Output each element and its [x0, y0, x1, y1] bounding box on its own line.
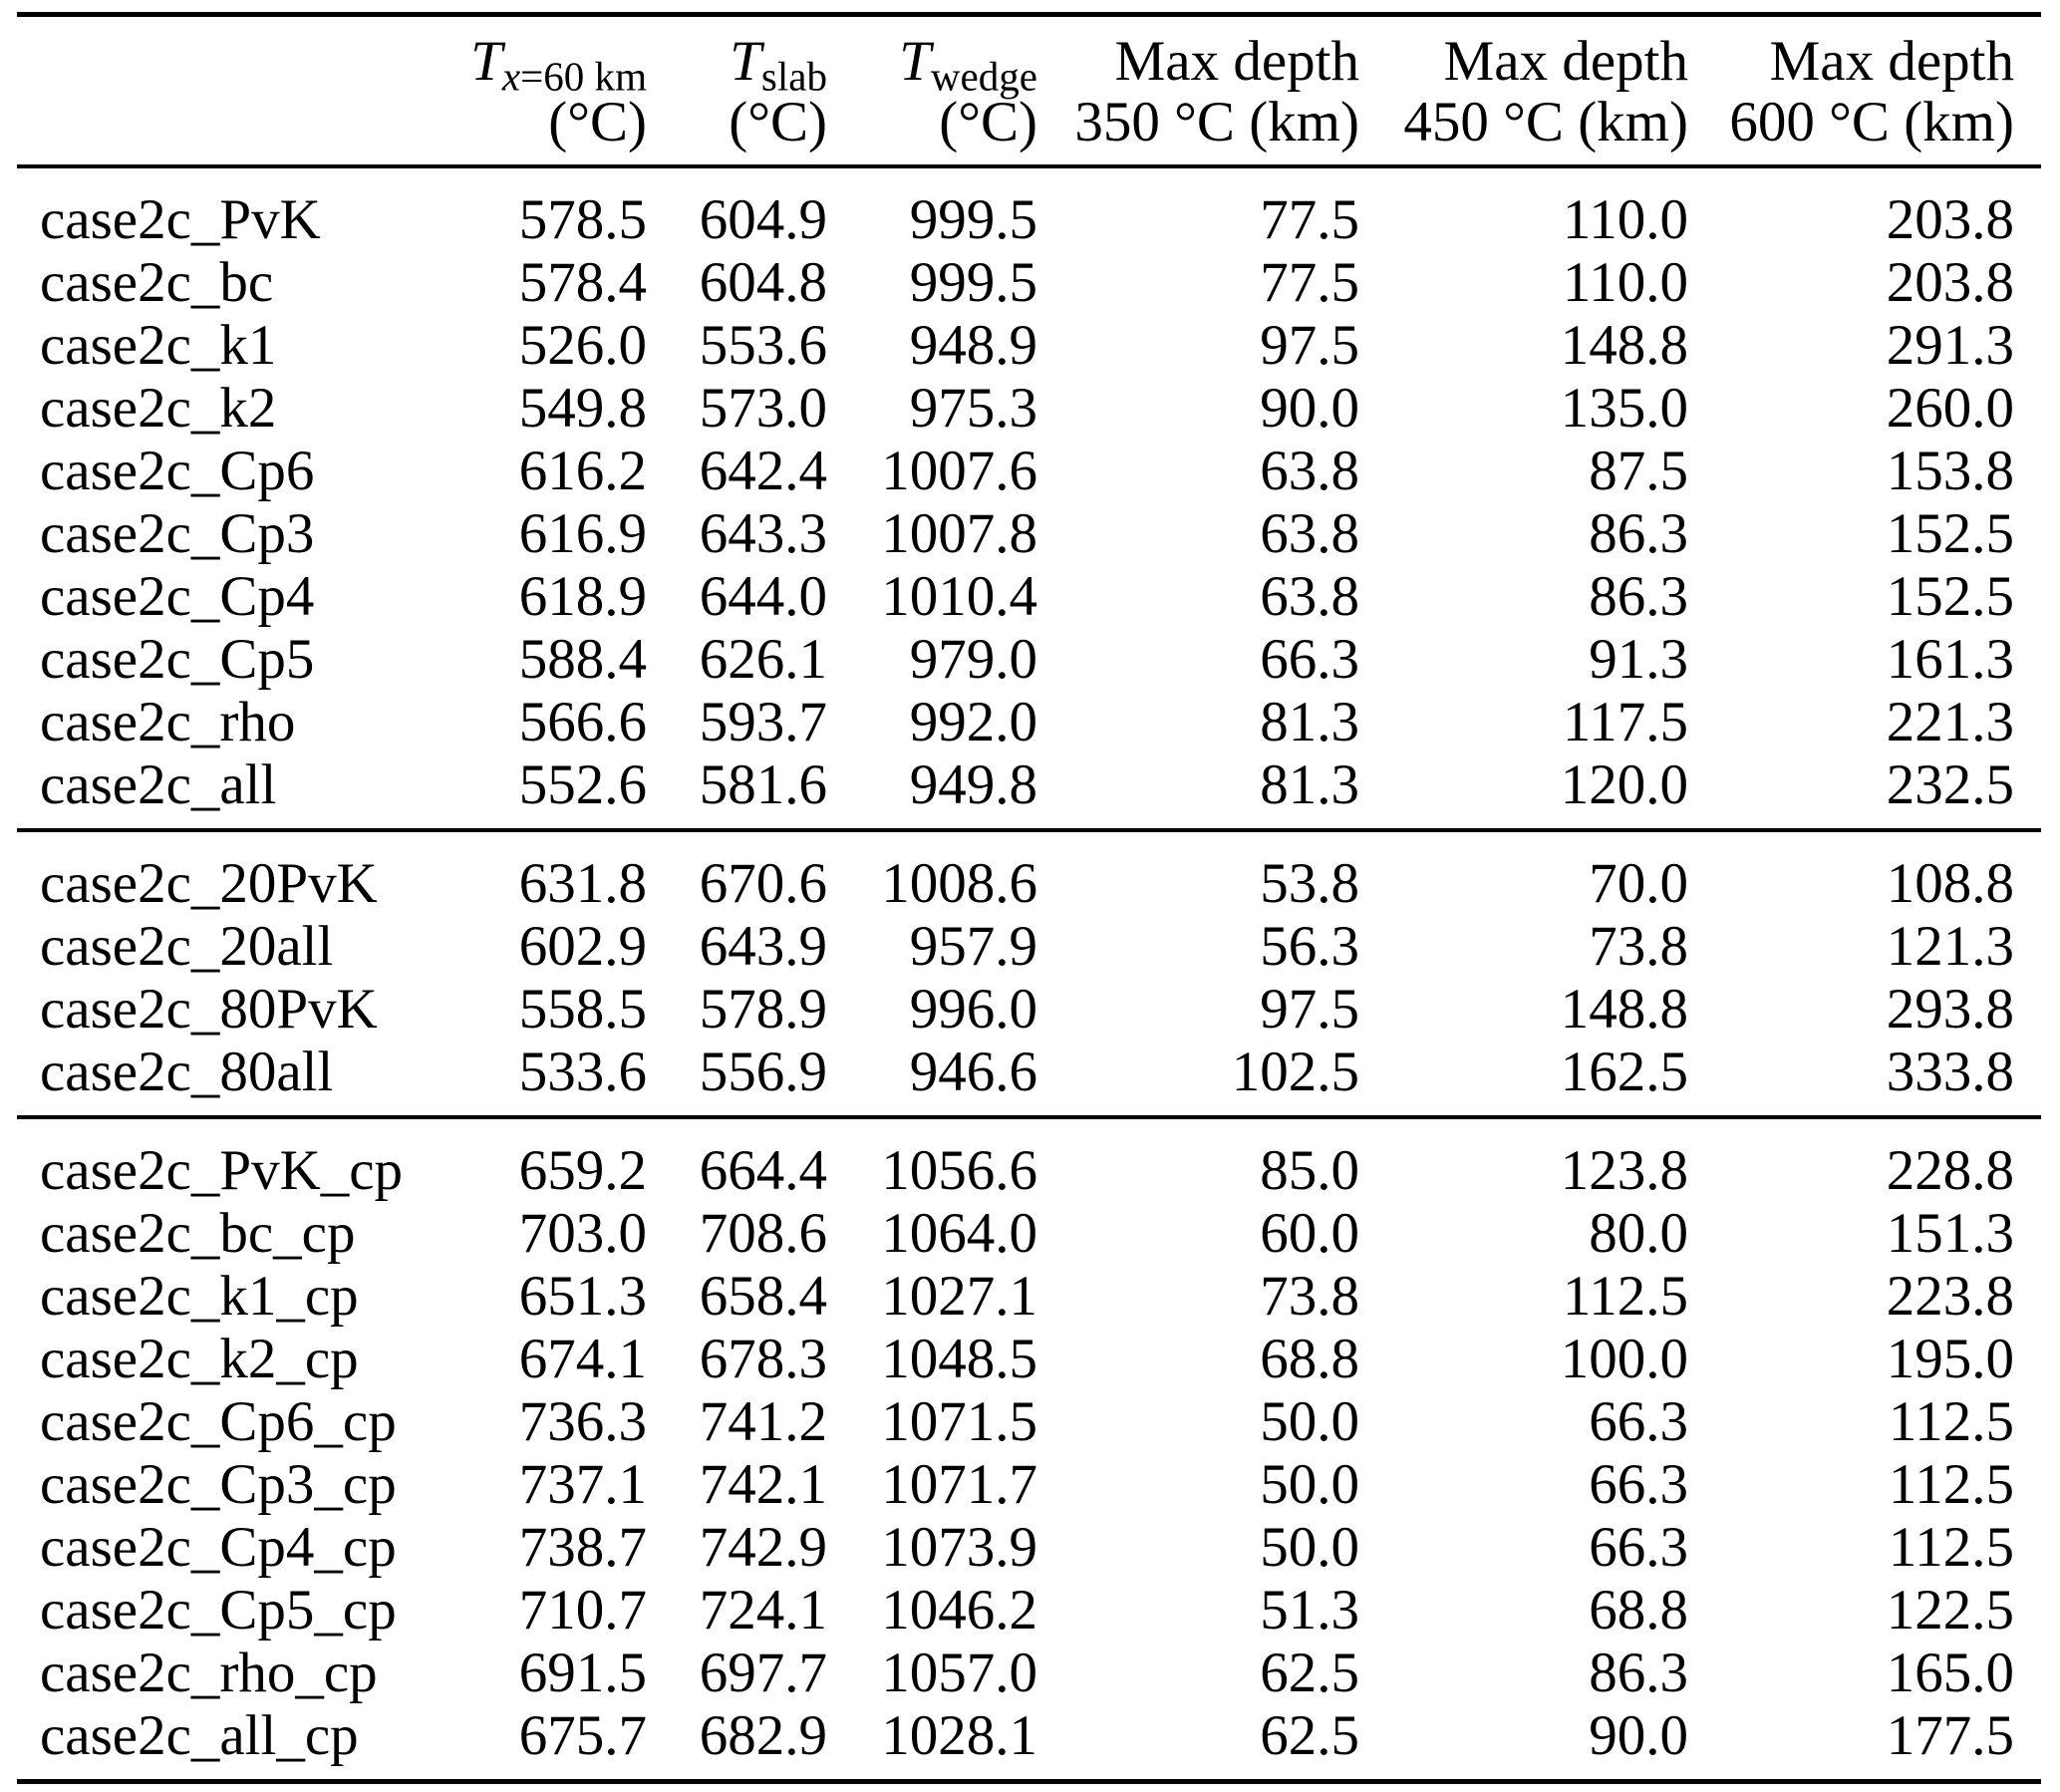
table-cell: 946.6 — [909, 1041, 1037, 1103]
table-cell: 63.8 — [1260, 565, 1359, 628]
table-cell: 100.0 — [1560, 1328, 1688, 1390]
row-label: case2c_PvK_cp — [17, 1117, 455, 1202]
table-cell: 992.0 — [909, 691, 1037, 753]
table-row — [17, 1041, 2041, 1117]
table-cell: 670.6 — [647, 830, 827, 915]
table-cell: 60.0 — [1260, 1202, 1359, 1265]
table-cell: 91.3 — [1589, 628, 1688, 691]
col-header — [647, 15, 827, 167]
table-cell: 80.0 — [1589, 1202, 1688, 1265]
subscript-roman-part: =60 km — [520, 53, 647, 100]
table-cell: 1028.1 — [881, 1704, 1037, 1767]
symbol-base: T — [899, 30, 931, 93]
row-label: case2c_Cp5 — [40, 628, 315, 691]
table-cell: 152.5 — [1886, 502, 2014, 565]
table-cell: 66.3 — [1589, 1516, 1688, 1579]
table-cell: 1007.6 — [881, 440, 1037, 502]
table-cell: 108.8 — [1688, 830, 2041, 915]
table-cell: 708.6 — [699, 1202, 827, 1265]
table-row — [17, 1117, 2041, 1202]
row-label: case2c_k1 — [40, 314, 277, 377]
table-cell: 63.8 — [1260, 440, 1359, 502]
table-cell: 631.8 — [455, 830, 647, 915]
table-cell: 50.0 — [1260, 1516, 1359, 1579]
table-cell: 152.5 — [1886, 565, 2014, 628]
table-cell: 566.6 — [518, 691, 647, 753]
table-cell: 549.8 — [518, 377, 647, 440]
row-label: case2c_rho_cp — [40, 1642, 378, 1704]
table-cell: 626.1 — [699, 628, 827, 691]
table-cell: 151.3 — [1886, 1202, 2014, 1265]
row-label: case2c_80PvK — [40, 978, 378, 1041]
table-cell: 162.5 — [1560, 1041, 1688, 1103]
table-cell: 97.5 — [1260, 978, 1359, 1041]
col-header — [827, 15, 1037, 167]
table-cell: 675.7 — [518, 1704, 647, 1767]
table-cell: 66.3 — [1589, 1390, 1688, 1453]
table-cell: 73.8 — [1260, 1265, 1359, 1328]
table-row — [17, 830, 2041, 915]
col-header-line1: Max depth — [1443, 30, 1688, 93]
table-row — [17, 314, 2041, 377]
table-cell: 63.8 — [1260, 502, 1359, 565]
table-cell: 533.6 — [518, 1041, 647, 1103]
table-cell: 659.2 — [455, 1117, 647, 1202]
table-cell: 97.5 — [1260, 314, 1359, 377]
table-cell: 616.2 — [518, 440, 647, 502]
col-header — [455, 15, 647, 167]
table-row — [17, 565, 2041, 628]
table-cell: 120.0 — [1560, 753, 1688, 816]
subscript-italic-part: x — [501, 53, 521, 100]
table-cell: 999.5 — [909, 188, 1037, 251]
row-label: case2c_Cp4 — [40, 565, 315, 628]
table-cell: 53.8 — [1037, 830, 1359, 915]
table-cell: 664.4 — [647, 1117, 827, 1202]
table-row — [17, 502, 2041, 565]
table-cell: 643.9 — [699, 915, 827, 978]
col-header-line1 — [647, 30, 827, 100]
table-cell: 1073.9 — [881, 1516, 1037, 1579]
table-cell: 112.5 — [1888, 1516, 2014, 1579]
table-cell: 123.8 — [1359, 1117, 1688, 1202]
table-cell: 50.0 — [1260, 1453, 1359, 1516]
table-cell: 999.5 — [909, 251, 1037, 314]
table-row — [17, 1202, 2041, 1265]
table-row — [17, 1642, 2041, 1704]
table-row — [17, 628, 2041, 691]
table-cell: 90.0 — [1589, 1704, 1688, 1767]
row-label: case2c_rho — [40, 691, 296, 753]
table-cell: 81.3 — [1260, 691, 1359, 753]
table-cell: 1010.4 — [881, 565, 1037, 628]
table-cell: 604.8 — [699, 251, 827, 314]
table-row — [17, 753, 2041, 830]
table-cell: 81.3 — [1260, 753, 1359, 816]
col-header — [1359, 15, 1688, 167]
table-cell: 1048.5 — [881, 1328, 1037, 1390]
table-cell: 1057.0 — [881, 1642, 1037, 1704]
table-cell: 1064.0 — [881, 1202, 1037, 1265]
table-cell: 77.5 — [1260, 188, 1359, 251]
table-cell: 121.3 — [1886, 915, 2014, 978]
table-row — [17, 1453, 2041, 1516]
table-cell: 90.0 — [1260, 377, 1359, 440]
table-cell: 73.8 — [1589, 915, 1688, 978]
table-row — [17, 915, 2041, 978]
table-cell: 68.8 — [1260, 1328, 1359, 1390]
table-cell: 165.0 — [1886, 1642, 2014, 1704]
table-row — [17, 440, 2041, 502]
table-cell: 232.5 — [1886, 753, 2014, 816]
table-cell: 957.9 — [909, 915, 1037, 978]
table-row — [17, 166, 2041, 251]
table-cell: 741.2 — [699, 1390, 827, 1453]
table-cell: 975.3 — [909, 377, 1037, 440]
table-cell: 556.9 — [699, 1041, 827, 1103]
table-row — [17, 691, 2041, 753]
table-cell: 86.3 — [1589, 565, 1688, 628]
table-cell: 618.9 — [518, 565, 647, 628]
table-cell: 291.3 — [1886, 314, 2014, 377]
table-cell: 602.9 — [518, 915, 647, 978]
row-label: case2c_Cp6_cp — [40, 1390, 397, 1453]
table-cell: 110.0 — [1562, 188, 1688, 251]
table-cell: 86.3 — [1589, 1642, 1688, 1704]
table-cell: 223.8 — [1886, 1265, 2014, 1328]
header-row — [17, 15, 2041, 167]
table-cell: 643.3 — [699, 502, 827, 565]
table-cell: 195.0 — [1886, 1328, 2014, 1390]
col-header-unit: (°C) — [729, 91, 827, 153]
table-cell: 616.9 — [518, 502, 647, 565]
table-cell: 1008.6 — [827, 830, 1037, 915]
table-cell: 578.4 — [518, 251, 647, 314]
table-cell: 979.0 — [909, 628, 1037, 691]
table-cell: 642.4 — [699, 440, 827, 502]
table-cell: 228.8 — [1688, 1117, 2041, 1202]
col-header-unit: (°C) — [548, 91, 647, 153]
table-cell: 604.9 — [699, 188, 827, 251]
table-cell: 996.0 — [909, 978, 1037, 1041]
table-cell: 68.8 — [1589, 1579, 1688, 1642]
symbol-base: T — [470, 30, 502, 93]
table-cell: 644.0 — [699, 565, 827, 628]
table-row — [17, 1328, 2041, 1390]
row-label: case2c_bc — [40, 251, 274, 314]
row-label: case2c_Cp3 — [40, 502, 315, 565]
table-cell: 710.7 — [518, 1579, 647, 1642]
table-row — [17, 978, 2041, 1041]
table-cell: 526.0 — [518, 314, 647, 377]
table-cell: 51.3 — [1260, 1579, 1359, 1642]
table-cell: 949.8 — [909, 753, 1037, 816]
row-label: case2c_Cp3_cp — [40, 1453, 397, 1516]
table-cell: 56.3 — [1260, 915, 1359, 978]
table-cell: 177.5 — [1886, 1704, 2014, 1767]
row-label: case2c_k2_cp — [40, 1328, 359, 1390]
table-cell: 221.3 — [1886, 691, 2014, 753]
table-cell: 682.9 — [699, 1704, 827, 1767]
corner-cell — [17, 15, 455, 167]
table-cell: 203.8 — [1886, 188, 2014, 251]
table-cell: 1071.5 — [881, 1390, 1037, 1453]
table-cell: 736.3 — [518, 1390, 647, 1453]
col-header-line2: 350 °C (km) — [1074, 91, 1359, 153]
table-cell: 578.5 — [518, 188, 647, 251]
table-cell: 678.3 — [699, 1328, 827, 1390]
table-cell: 203.8 — [1886, 251, 2014, 314]
table-cell: 724.1 — [699, 1579, 827, 1642]
table-cell: 1046.2 — [881, 1579, 1037, 1642]
table-cell: 593.7 — [699, 691, 827, 753]
table-cell: 153.8 — [1886, 440, 2014, 502]
results-table — [17, 12, 2041, 1784]
table-cell: 703.0 — [518, 1202, 647, 1265]
table-cell: 1007.8 — [881, 502, 1037, 565]
row-label: case2c_80all — [40, 1041, 334, 1103]
table-header — [17, 15, 2041, 167]
table-cell: 85.0 — [1037, 1117, 1359, 1202]
row-label: case2c_Cp5_cp — [40, 1579, 397, 1642]
table-cell: 70.0 — [1359, 830, 1688, 915]
table-cell: 122.5 — [1886, 1579, 2014, 1642]
table-cell: 260.0 — [1886, 377, 2014, 440]
table-cell: 110.0 — [1562, 251, 1688, 314]
table-cell: 293.8 — [1886, 978, 2014, 1041]
table-cell: 658.4 — [699, 1265, 827, 1328]
subscript-roman-part: slab — [760, 53, 827, 100]
table-cell: 66.3 — [1589, 1453, 1688, 1516]
table-cell: 62.5 — [1260, 1704, 1359, 1767]
table-cell: 674.1 — [518, 1328, 647, 1390]
table-row — [17, 251, 2041, 314]
col-header-line2: 450 °C (km) — [1403, 91, 1688, 153]
table-cell: 742.1 — [699, 1453, 827, 1516]
row-label: case2c_PvK — [40, 188, 321, 251]
table-cell: 552.6 — [518, 753, 647, 816]
table-cell: 161.3 — [1886, 628, 2014, 691]
row-label: case2c_20PvK — [17, 830, 455, 915]
table-cell: 578.9 — [699, 978, 827, 1041]
table-cell: 112.5 — [1562, 1265, 1688, 1328]
row-label: case2c_all_cp — [40, 1704, 359, 1767]
table-cell: 77.5 — [1260, 251, 1359, 314]
table-cell: 573.0 — [699, 377, 827, 440]
table-cell: 112.5 — [1888, 1453, 2014, 1516]
table-row — [17, 1704, 2041, 1782]
col-header-unit: (°C) — [939, 91, 1037, 153]
symbol-base: T — [730, 30, 761, 93]
table-cell: 737.1 — [518, 1453, 647, 1516]
subscript-roman-part: wedge — [930, 53, 1037, 100]
table-cell: 558.5 — [518, 978, 647, 1041]
table-row — [17, 1516, 2041, 1579]
table-cell: 148.8 — [1560, 314, 1688, 377]
table-cell: 588.4 — [518, 628, 647, 691]
table-cell: 581.6 — [699, 753, 827, 816]
table-cell: 697.7 — [699, 1642, 827, 1704]
table-cell: 1027.1 — [881, 1265, 1037, 1328]
table-cell: 148.8 — [1560, 978, 1688, 1041]
table-cell: 66.3 — [1260, 628, 1359, 691]
table-cell: 117.5 — [1562, 691, 1688, 753]
table-cell: 87.5 — [1589, 440, 1688, 502]
col-header-line1: Max depth — [1769, 30, 2014, 93]
table-cell: 742.9 — [699, 1516, 827, 1579]
table-cell: 1071.7 — [881, 1453, 1037, 1516]
col-header-line2: 600 °C (km) — [1729, 91, 2014, 153]
table-body — [17, 166, 2041, 1782]
row-label: case2c_all — [40, 753, 277, 816]
table-cell: 50.0 — [1260, 1390, 1359, 1453]
table-row — [17, 1265, 2041, 1328]
row-label: case2c_k1_cp — [40, 1265, 359, 1328]
row-label: case2c_k2 — [40, 377, 277, 440]
table-cell: 112.5 — [1888, 1390, 2014, 1453]
table-cell: 948.9 — [909, 314, 1037, 377]
col-header-line1 — [455, 30, 647, 100]
table-row — [17, 377, 2041, 440]
row-label: case2c_Cp4_cp — [40, 1516, 397, 1579]
table-cell: 691.5 — [518, 1642, 647, 1704]
col-header — [1037, 15, 1359, 167]
table-cell: 102.5 — [1231, 1041, 1359, 1103]
col-header — [1688, 15, 2041, 167]
table-cell: 1056.6 — [827, 1117, 1037, 1202]
table-cell: 62.5 — [1260, 1642, 1359, 1704]
table-cell: 86.3 — [1589, 502, 1688, 565]
table-row — [17, 1390, 2041, 1453]
table-cell: 135.0 — [1560, 377, 1688, 440]
row-label: case2c_bc_cp — [40, 1202, 356, 1265]
row-label: case2c_20all — [40, 915, 334, 978]
table-cell: 651.3 — [518, 1265, 647, 1328]
table-row — [17, 1579, 2041, 1642]
col-header-line1 — [827, 30, 1037, 100]
row-label: case2c_Cp6 — [40, 440, 315, 502]
table-cell: 553.6 — [699, 314, 827, 377]
table-cell: 333.8 — [1886, 1041, 2014, 1103]
col-header-line1: Max depth — [1114, 30, 1359, 93]
table-cell: 738.7 — [518, 1516, 647, 1579]
